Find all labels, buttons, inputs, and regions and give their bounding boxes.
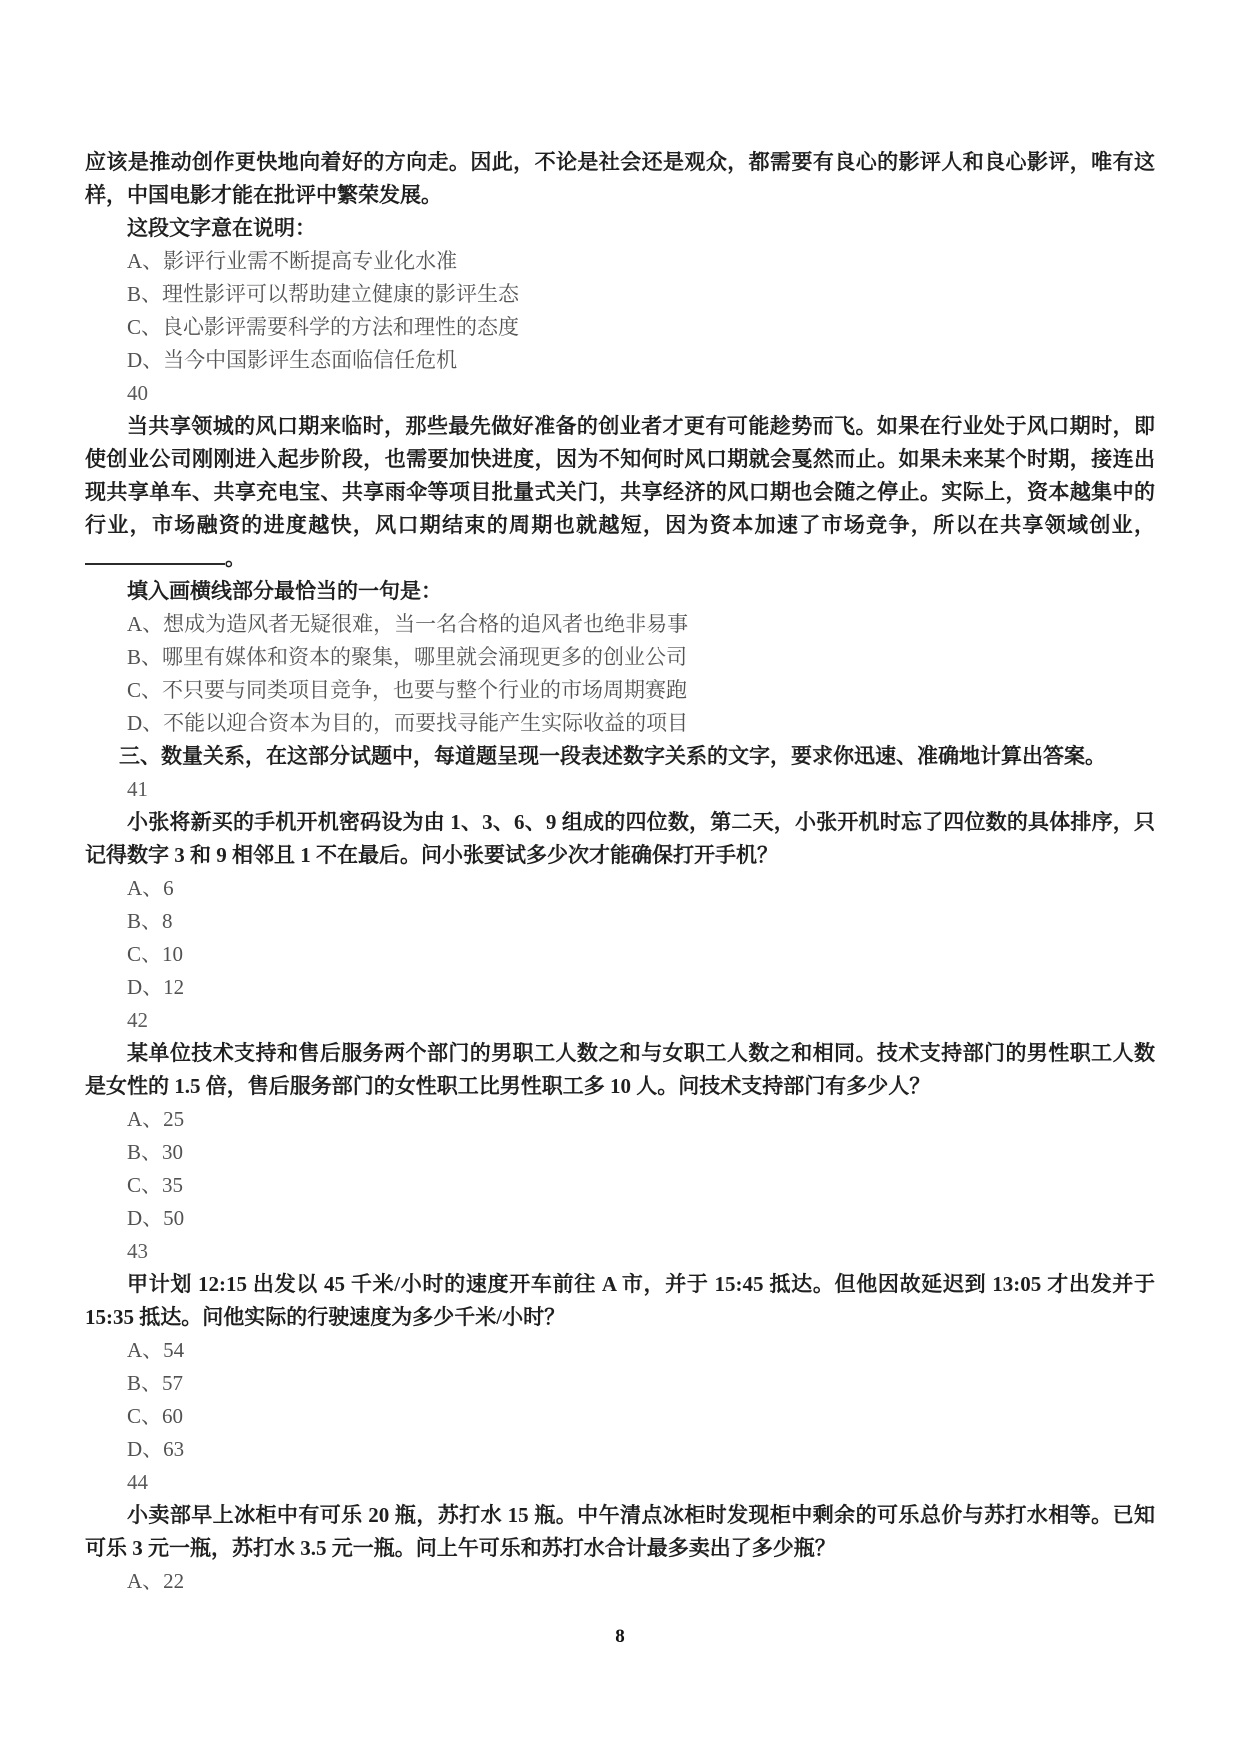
question-41-number: 41 bbox=[127, 777, 148, 801]
question-43-number: 43 bbox=[127, 1239, 148, 1263]
question-43-option-c: C、60 bbox=[127, 1404, 184, 1428]
section-3-header: 三、数量关系，在这部分试题中，每道题呈现一段表述数字关系的文字，要求你迅速、准确地计算出答案。 bbox=[119, 744, 1106, 768]
passage-39-body: 应该是推动创作更快地向着好的方向走。因此，不论是社会还是观众，都需要有良心的影评人和良心影评，唯有这样，中国电影才能在批评中繁荣发展。 bbox=[85, 150, 1155, 207]
question-42-stem: 某单位技术支持和售后服务两个部门的男职工人数之和与女职工人数之和相同。技术支持部门的男性职工人数是女性的 1.5 倍，售后服务部门的女性职工比男性职工多 10 人。问技术支持部门有多少人？ bbox=[85, 1041, 1155, 1098]
question-39-option-c: C、良心影评需要科学的方法和理性的态度 bbox=[127, 315, 520, 339]
question-40-option-a: A、想成为造风者无疑很难，当一名合格的追风者也绝非易事 bbox=[127, 612, 689, 636]
question-39-option-b: B、理性影评可以帮助建立健康的影评生态 bbox=[127, 282, 520, 306]
question-41-option-c: C、10 bbox=[127, 942, 184, 966]
page-number: 8 bbox=[615, 1626, 625, 1647]
question-41-option-a: A、6 bbox=[127, 876, 174, 900]
question-40-stem-text: 当共享领城的风口期来临时，那些最先做好准备的创业者才更有可能趁势而飞。如果在行业处于风口期时，即使创业公司刚刚进入起步阶段，也需要加快进度，因为不知何时风口期就会戛然而止。如果未来某个时期，接连出现共享单车、共享充电宝、共享雨伞等项目批量式关门，共享经济的风口期也会随之停止。实际上，资本越集中的行业，市场融资的进度越快，风口期结束的周期也就越短，因为资本加速了市场竞争，所以在共享领域创业， bbox=[85, 414, 1155, 537]
question-39-prompt: 这段文字意在说明： bbox=[127, 216, 316, 240]
question-43-option-d: D、63 bbox=[127, 1437, 185, 1461]
question-43-option-b: B、57 bbox=[127, 1371, 184, 1395]
question-39-option-d: D、当今中国影评生态面临信任危机 bbox=[127, 348, 458, 372]
question-42-option-b: B、30 bbox=[127, 1140, 184, 1164]
question-40-option-b: B、哪里有媒体和资本的聚集，哪里就会涌现更多的创业公司 bbox=[127, 645, 688, 669]
blank-underline bbox=[85, 561, 225, 565]
question-40-number: 40 bbox=[127, 381, 148, 405]
question-40-prompt: 填入画横线部分最恰当的一句是： bbox=[127, 579, 442, 603]
question-43-option-a: A、54 bbox=[127, 1338, 185, 1362]
question-40-stem bbox=[85, 410, 1155, 575]
question-42-option-d: D、50 bbox=[127, 1206, 185, 1230]
question-39-option-a: A、影评行业需不断提高专业化水准 bbox=[127, 249, 458, 273]
question-42-option-c: C、35 bbox=[127, 1173, 184, 1197]
question-41-option-b: B、8 bbox=[127, 909, 173, 933]
question-44-stem: 小卖部早上冰柜中有可乐 20 瓶，苏打水 15 瓶。中午清点冰柜时发现柜中剩余的可乐总价与苏打水相等。已知可乐 3 元一瓶，苏打水 3.5 元一瓶。问上午可乐和苏打水合计最多卖出了多少瓶？ bbox=[85, 1503, 1155, 1560]
question-42-option-a: A、25 bbox=[127, 1107, 185, 1131]
question-40-option-c: C、不只要与同类项目竞争，也要与整个行业的市场周期赛跑 bbox=[127, 678, 688, 702]
question-42-number: 42 bbox=[127, 1008, 148, 1032]
question-44-option-a: A、22 bbox=[127, 1569, 185, 1593]
question-43-stem: 甲计划 12:15 出发以 45 千米/小时的速度开车前往 A 市，并于 15:45 抵达。但他因故延迟到 13:05 才出发并于 15:35 抵达。问他实际的行驶速度为多少千米/小时？ bbox=[85, 1272, 1155, 1329]
question-44-number: 44 bbox=[127, 1470, 148, 1494]
question-41-option-d: D、12 bbox=[127, 975, 185, 999]
question-40-stem-period: 。 bbox=[225, 546, 246, 570]
question-40-option-d: D、不能以迎合资本为目的，而要找寻能产生实际收益的项目 bbox=[127, 711, 689, 735]
question-41-stem: 小张将新买的手机开机密码设为由 1、3、6、9 组成的四位数，第二天，小张开机时忘了四位数的具体排序，只记得数字 3 和 9 相邻且 1 不在最后。问小张要试多少次才能确保打开手机？ bbox=[85, 810, 1155, 867]
